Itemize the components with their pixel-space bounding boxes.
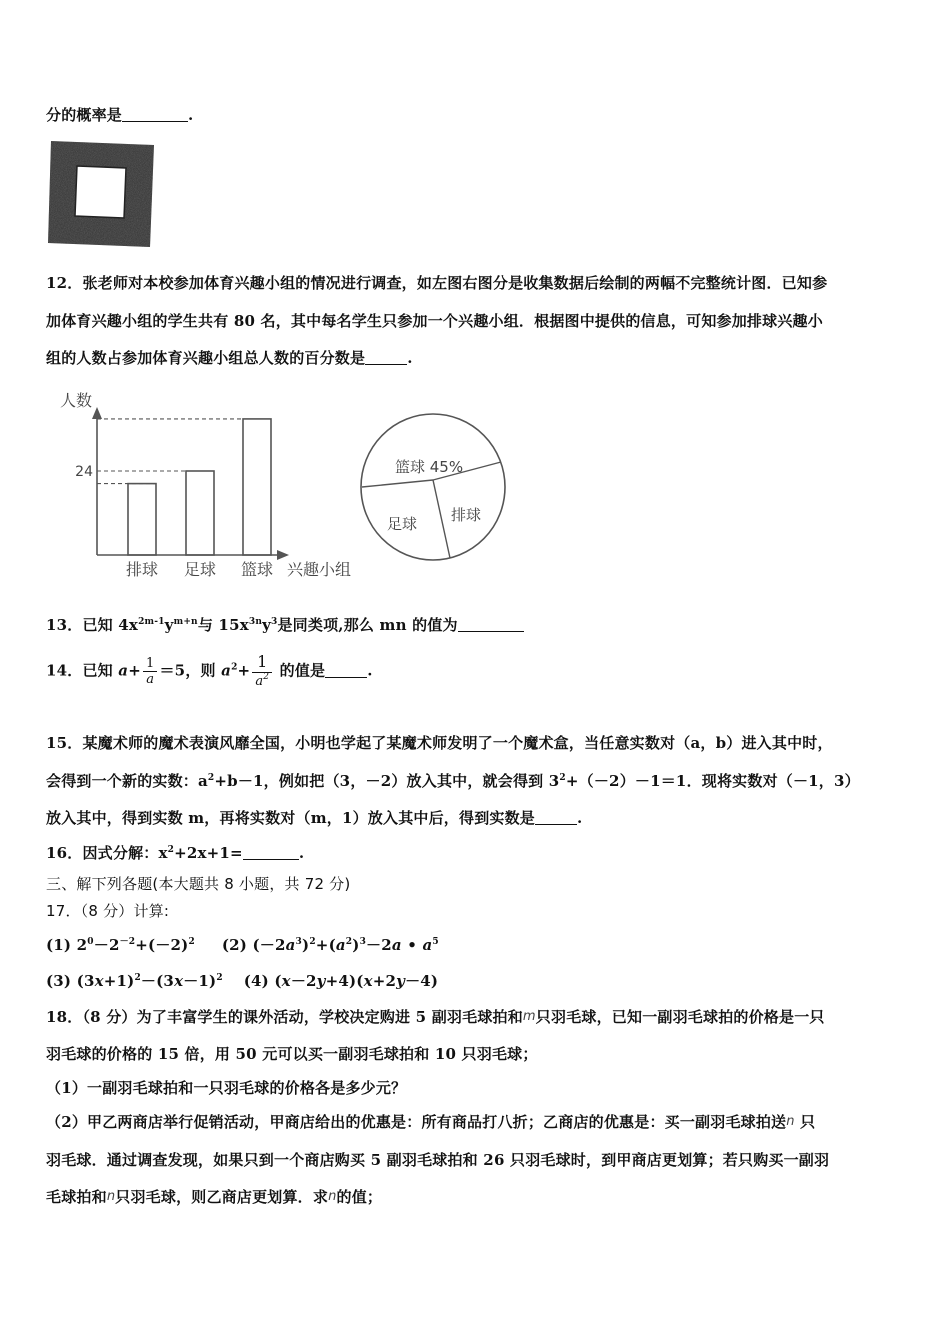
q14-fraction-den: a [143,671,157,687]
q15-end: . [577,809,583,827]
q16-exp: 2 [167,845,175,855]
q18-sub-2b: 只 [794,1113,816,1131]
q12-line-1: 12．张老师对本校参加体育兴趣小组的情况进行调查，如左图右图分是收集数据后绘制的两幅不完整统计图．已知参 [46,274,828,292]
pie-label-football: 足球 [387,515,418,533]
pie-label-volleyball: 排球 [451,506,482,524]
q18-line-5c: 的值； [336,1188,383,1206]
answer-blank [458,630,524,632]
q14-a2: a [221,661,232,680]
q17-part-1: (1) $2^0-2^{-2}+(-2)^2$ [46,936,195,954]
answer-blank [122,120,188,122]
q13-y1: y [164,616,174,634]
q14-fraction-2-den-base: a [255,674,264,689]
bar-1 [128,484,156,555]
q13-suffix: 是同类项,那么 mn 的值为 [277,616,458,634]
q16-end: . [298,844,305,862]
q17-row-1 [46,934,439,955]
q18-sub-2a: （2）甲乙两商店举行促销活动，甲商店给出的优惠是：所有商品打八折；乙商店的优惠是：买一副羽毛球拍送 [46,1113,787,1131]
q12-line-3 [46,347,413,368]
q14-suffix: 的值是 [274,661,326,680]
q15-line-2c: +b－1，例如把（3，－2）放入其中，就会得到 3 [214,772,560,790]
q13-exp2: m+n [173,617,198,627]
q14 [46,652,373,691]
pie-chart [355,410,515,568]
q15-line-2b: 2 [207,773,215,783]
q14-fraction-2 [252,652,272,691]
bar-2 [186,471,214,555]
x-axis-arrow [277,550,289,560]
q15-line-1: 15．某魔术师的魔术表演风靡全国，小明也学起了某魔术师发明了一个魔术盒，当任意实数对（a，b）进入其中时， [46,734,833,752]
answer-blank [243,858,299,860]
ytick-24: 24 [75,464,93,480]
q18-line-1b: 只羽毛球，已知一副羽毛球拍的价格是一只 [535,1008,825,1026]
q14-plus: + [128,661,141,680]
q13-exp3: 3n [248,617,263,627]
q15-line-2e: +（－2）－1＝1．现将实数对（－1，3） [565,772,860,790]
answer-blank [535,823,577,825]
q18-line-5b: 只羽毛球，则乙商店更划算．求 [115,1188,329,1206]
q14-eq: ＝5，则 [159,661,222,680]
answer-blank [325,676,367,678]
q15-line-3-text: 放入其中，得到实数 m，再将实数对（m，1）放入其中后，得到实数是 [46,809,536,827]
var-m: m [522,1009,536,1024]
q14-fraction [143,656,157,687]
q16-suffix: +2x+1= [174,844,243,862]
bar-label-1: 排球 [125,560,159,579]
q15-line-2 [46,770,860,791]
q15-line-2a: 会得到一个新的实数：a [46,772,208,790]
q14-a: a [118,661,129,680]
bar-chart-xlabel: 兴趣小组 [287,560,352,579]
q18-line-1a: 18．（8 分）为了丰富学生的课外活动，学校决定购进 5 副羽毛球拍和 [46,1008,523,1026]
q14-prefix: 14．已知 [46,661,119,680]
q17-part-2: (2) $(-2a^3)^2+(a^2)^3-2a$ • $a^5$ [221,936,439,954]
q17-part-3: (3) $(3x+1)^2-(3x-1)^2$ [46,972,223,990]
q15-line-2d: 2 [559,773,566,783]
bar-chart [55,385,365,585]
bar-chart-ylabel: 人数 [60,391,93,410]
q14-fraction-2-den-exp: 2 [263,672,270,682]
var-n: n [106,1189,116,1204]
q17-part-4: (4) (x－2y+4)(x+2y－4) [243,972,439,990]
q14-fraction-2-num: 1 [257,652,268,671]
q17-row-2 [46,970,438,991]
q14-fraction-num: 1 [146,656,155,671]
q16-prefix: 16．因式分解：x [46,844,168,862]
q11-square-figure [46,137,156,249]
inner-square [75,166,126,218]
q12-line-3-text: 组的人数占参加体育兴趣小组总人数的百分数是 [46,349,366,367]
q18-line-5a: 毛球拍和 [46,1188,107,1206]
bar-label-2: 足球 [183,560,217,579]
var-n: n [786,1114,795,1129]
q18-line-2: 羽毛球的价格的 15 倍，用 50 元可以买一副羽毛球拍和 10 只羽毛球； [46,1045,538,1063]
q18-sub-2 [46,1111,815,1132]
answer-blank [365,363,407,365]
q13 [46,614,524,635]
q17-title: 17．（8 分）计算: [46,902,170,920]
q18-sub-1: （1）一副羽毛球拍和一只羽毛球的价格各是多少元？ [46,1079,407,1097]
q12-end: . [407,349,413,367]
q15-line-3 [46,807,582,828]
q11-tail [46,104,193,125]
pie-outline [361,414,505,560]
q13-exp4: 3 [271,617,278,627]
q11-tail-text: 分的概率是 [46,106,123,124]
pie-label-basketball: 篮球 45% [395,458,464,476]
q16 [46,842,304,863]
bar-label-3: 篮球 [240,560,274,579]
q14-sq: 2 [231,662,238,673]
var-n: n [328,1189,337,1204]
q14-plus2: + [237,661,251,680]
bar-3 [243,419,271,555]
q13-exp1: 2m-1 [138,617,165,627]
q14-fraction-2-den [252,672,272,691]
q13-prefix: 13．已知 4x [46,616,139,634]
pie-divider-left [362,480,433,487]
q13-y2: y [262,616,271,634]
q18-line-5 [46,1186,382,1207]
section-3-title: 三、解下列各题(本大题共 8 小题，共 72 分) [46,875,351,893]
q12-line-2: 加体育兴趣小组的学生共有 80 名，其中每名学生只参加一个兴趣小组．根据图中提供的信息，可知参加排球兴趣小 [46,312,823,330]
q18-line-4: 羽毛球．通过调查发现，如果只到一个商店购买 5 副羽毛球拍和 26 只羽毛球时，到甲商店更划算；若只购买一副羽 [46,1151,830,1169]
q14-end: . [367,661,373,680]
q13-mid: 与 15x [197,616,249,634]
pie-divider-bottom [433,480,450,558]
q18-line-1 [46,1006,825,1027]
q11-end: . [188,106,194,124]
y-axis-arrow [92,407,102,419]
